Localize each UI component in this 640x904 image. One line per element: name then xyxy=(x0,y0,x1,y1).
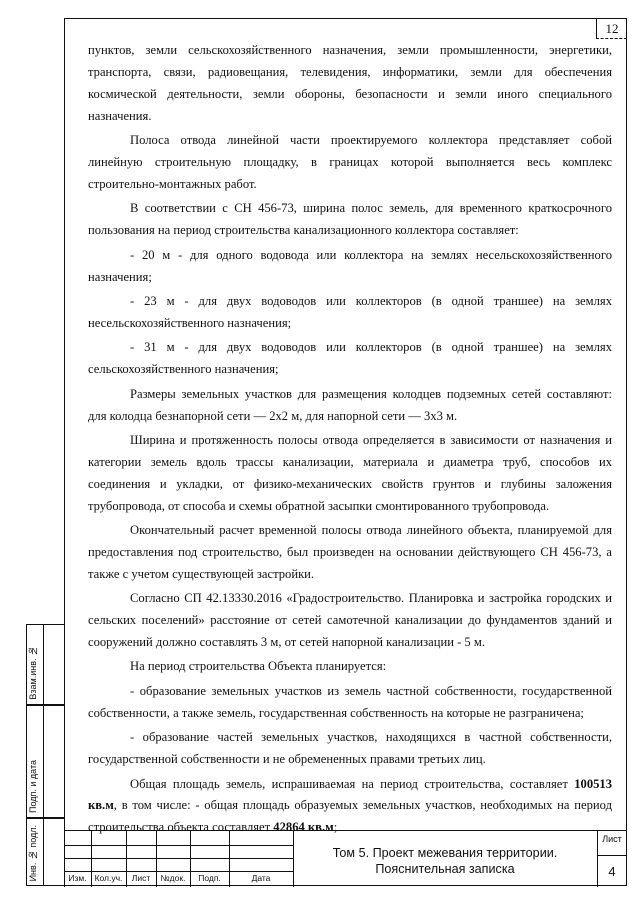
bold-value: 100513 кв.м xyxy=(88,776,612,813)
paragraph xyxy=(88,430,612,518)
text-run: Общая площадь земель, испрашиваемая на период строительства, составляет xyxy=(130,776,575,791)
paragraph xyxy=(88,245,612,289)
paragraph xyxy=(88,588,612,654)
paragraph xyxy=(88,337,612,381)
text-run: - образование частей земельных участков, находящихся в частной собственности, государственной собственности и не обремененных правами третьих лиц. xyxy=(88,730,612,767)
document-title-line1: Том 5. Проект межевания территории. xyxy=(332,846,558,860)
paragraph xyxy=(88,656,612,678)
text-run: - 20 м - для одного водовода или коллектора на землях несельскохозяйственного назначения; xyxy=(88,247,612,284)
title-block-row-line xyxy=(64,858,293,859)
text-run: Ширина и протяженность полосы отвода определяется в зависимости от назначения и категории земель вдоль трассы канализации, материала и диаметра труб, способов их соединения и укладки, от физико-механических свойств грунтов и глубины заложения трубопровода, от способа и схемы обратной засыпки смонтированного трубопровода. xyxy=(88,432,612,513)
text-run: Полоса отвода линейной части проектируемого коллектора представляет собой линейную строительную площадку, в границах которой выполняется весь комплекс строительно-монтажных работ. xyxy=(88,133,612,191)
text-run: - 23 м - для двух водоводов или коллекторов (в одной траншее) на землях несельскохозяйственного назначения; xyxy=(88,293,612,330)
paragraph xyxy=(88,40,612,128)
col-data: Дата xyxy=(251,873,271,883)
paragraph xyxy=(88,291,612,335)
document-title-line2: Пояснительная записка xyxy=(375,862,515,876)
stamp-vzam-inv-label: Взам.инв. № xyxy=(28,646,38,700)
title-block xyxy=(64,830,627,886)
text-run: ; xyxy=(333,820,338,835)
text-run: пунктов, земли сельскохозяйственного назначения, земли промышленности, энергетики, транспорта, связи, радиовещания, телевидения, информатики, земли для обеспечения космической деятельности, земли обороны, безопасности и земли иного специального назначения. xyxy=(88,43,612,123)
text-run: Размеры земельных участков для размещения колодцев подземных сетей составляют: для колодца безнапорной сети — 2х2 м, для напорной сети — 3х3 м. xyxy=(88,386,612,423)
col-izm: Изм. xyxy=(68,873,87,883)
title-block-row-line xyxy=(64,845,293,846)
text-run: - 31 м - для двух водоводов или коллекторов (в одной траншее) на землях сельскохозяйственного назначения; xyxy=(88,340,612,377)
title-block-row-line xyxy=(64,871,293,872)
sheet-cell-line xyxy=(597,855,627,856)
text-run: В соответствии с СН 456-73, ширина полос земель, для временного краткосрочного пользования на период строительства канализационного коллектора составляет: xyxy=(88,201,612,238)
sheet-number: 4 xyxy=(608,864,616,879)
paragraph xyxy=(88,681,612,725)
paragraph xyxy=(88,198,612,242)
text-run: - образование земельных участков из земель частной собственности, государственной собственности, а также земель, государственная собственность на которые не разграничена; xyxy=(88,683,612,720)
bold-value: 42864 кв.м xyxy=(273,820,334,835)
stamp-inv-podl-label: Инв. № подл. xyxy=(28,824,38,881)
text-run: На период строительства Объекта планируется: xyxy=(130,659,387,674)
paragraph xyxy=(88,727,612,771)
stamp-podp-data-label: Подп. и дата xyxy=(28,759,38,813)
document-title xyxy=(293,845,597,877)
col-podp: Подп. xyxy=(198,873,221,883)
stamp-podp-data xyxy=(26,705,64,818)
stamp-inv-podl xyxy=(26,818,64,886)
paragraph xyxy=(88,384,612,428)
col-kol-uch: Кол.уч. xyxy=(94,873,123,883)
body-text xyxy=(88,40,612,839)
text-run: Согласно СП 42.13330.2016 «Градостроительство. Планировка и застройка городских и сельских поселений» расстояние от сетей самотечной канализации до фундаментов зданий и сооружений должно составлять 3 м, от сетей напорной канализации - 5 м. xyxy=(88,591,612,650)
paragraph xyxy=(88,520,612,586)
text-run: Окончательный расчет временной полосы отвода линейного объекта, планируемой для предоставления под строительство, был произведен на основании действующего СН 456-73, а также с учетом существующей застройки. xyxy=(88,523,612,581)
page-number: 12 xyxy=(596,18,627,39)
col-list: Лист xyxy=(131,873,151,883)
sheet-label: Лист xyxy=(602,834,622,844)
col-ndok: №док. xyxy=(160,873,186,883)
text-run: , в том числе: - общая площадь образуемых земельных участков, необходимых на период строительства объекта составляет xyxy=(88,798,612,835)
paragraph xyxy=(88,130,612,196)
stamp-vzam-inv xyxy=(26,624,64,705)
